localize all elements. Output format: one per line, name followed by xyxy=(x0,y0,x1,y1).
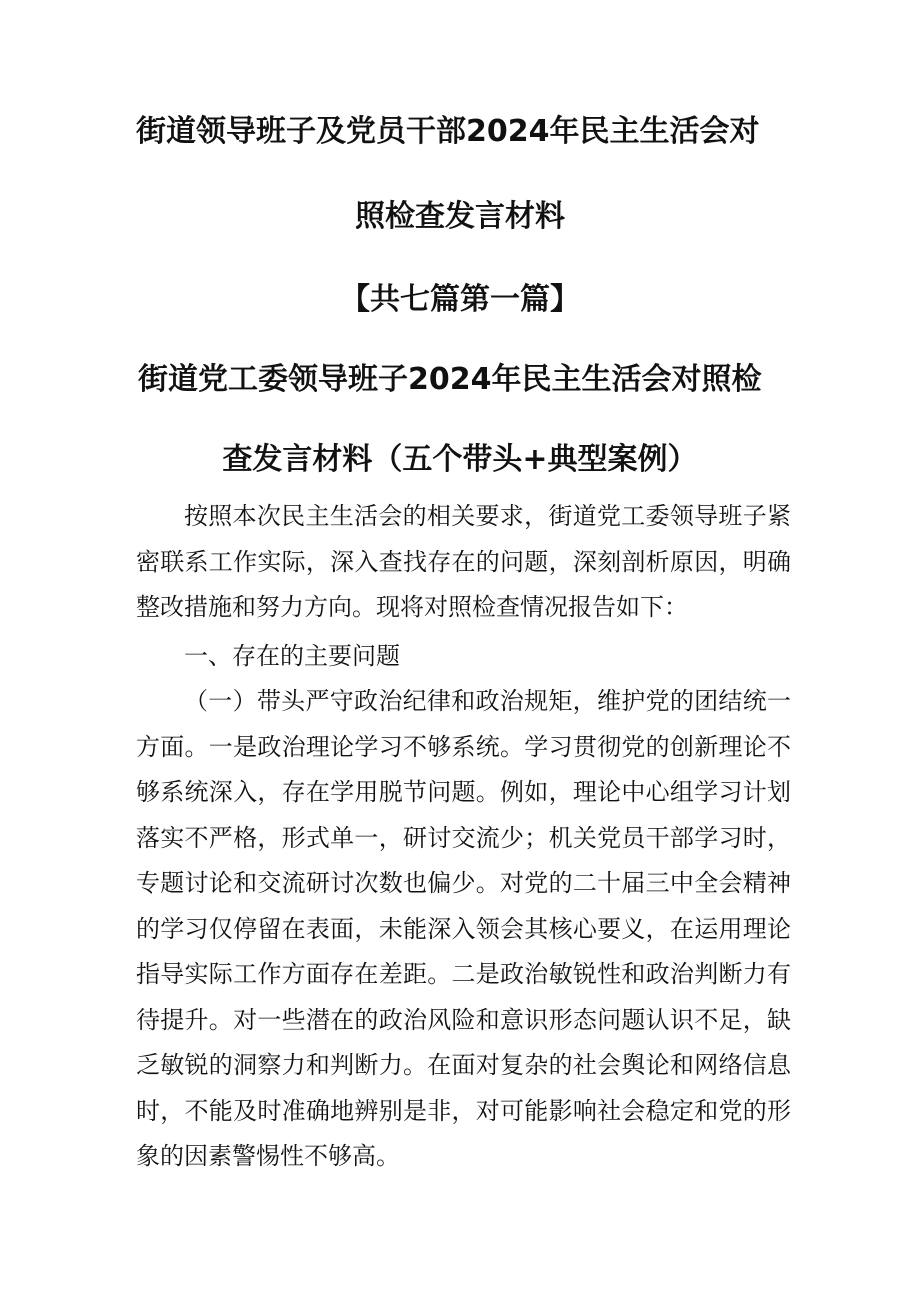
section-heading: 一、存在的主要问题 xyxy=(184,642,400,670)
subtitle-line-2: 查发言材料（五个带头+典型案例） xyxy=(222,442,698,477)
series-label: 【共七篇第一篇】 xyxy=(340,282,580,317)
section-paragraph: （一）带头严守政治纪律和政治规矩，维护党的团结统一方面。一是政治理论学习不够系统。学习贯彻党的创新理论不够系统深入，存在学用脱节问题。例如，理论中心组学习计划落实不严格，形式单一，研讨交流少；机关党员干部学习时，专题讨论和交流研讨次数也偏少。对党的二十届三中全会精神的学习仅停留在表面，未能深入领会其核心要义，在运用理论指导实际工作方面存在差距。二是政治敏锐性和政治判断力有待提升。对一些潜在的政治风险和意识形态问题认识不足，缺乏敏锐的洞察力和判断力。在面对复杂的社会舆论和网络信息时，不能及时准确地辨别是非，对可能影响社会稳定和党的形象的因素警惕性不够高。 xyxy=(136,687,791,1170)
document-title-line-1: 街道领导班子及党员干部2024年民主生活会对 xyxy=(136,114,760,149)
document-title-line-2: 照检查发言材料 xyxy=(355,199,565,234)
subtitle-line-1: 街道党工委领导班子2024年民主生活会对照检 xyxy=(138,362,762,397)
intro-paragraph: 按照本次民主生活会的相关要求，街道党工委领导班子紧密联系工作实际，深入查找存在的问题，深刻剖析原因，明确整改措施和努力方向。现将对照检查情况报告如下： xyxy=(136,502,791,621)
